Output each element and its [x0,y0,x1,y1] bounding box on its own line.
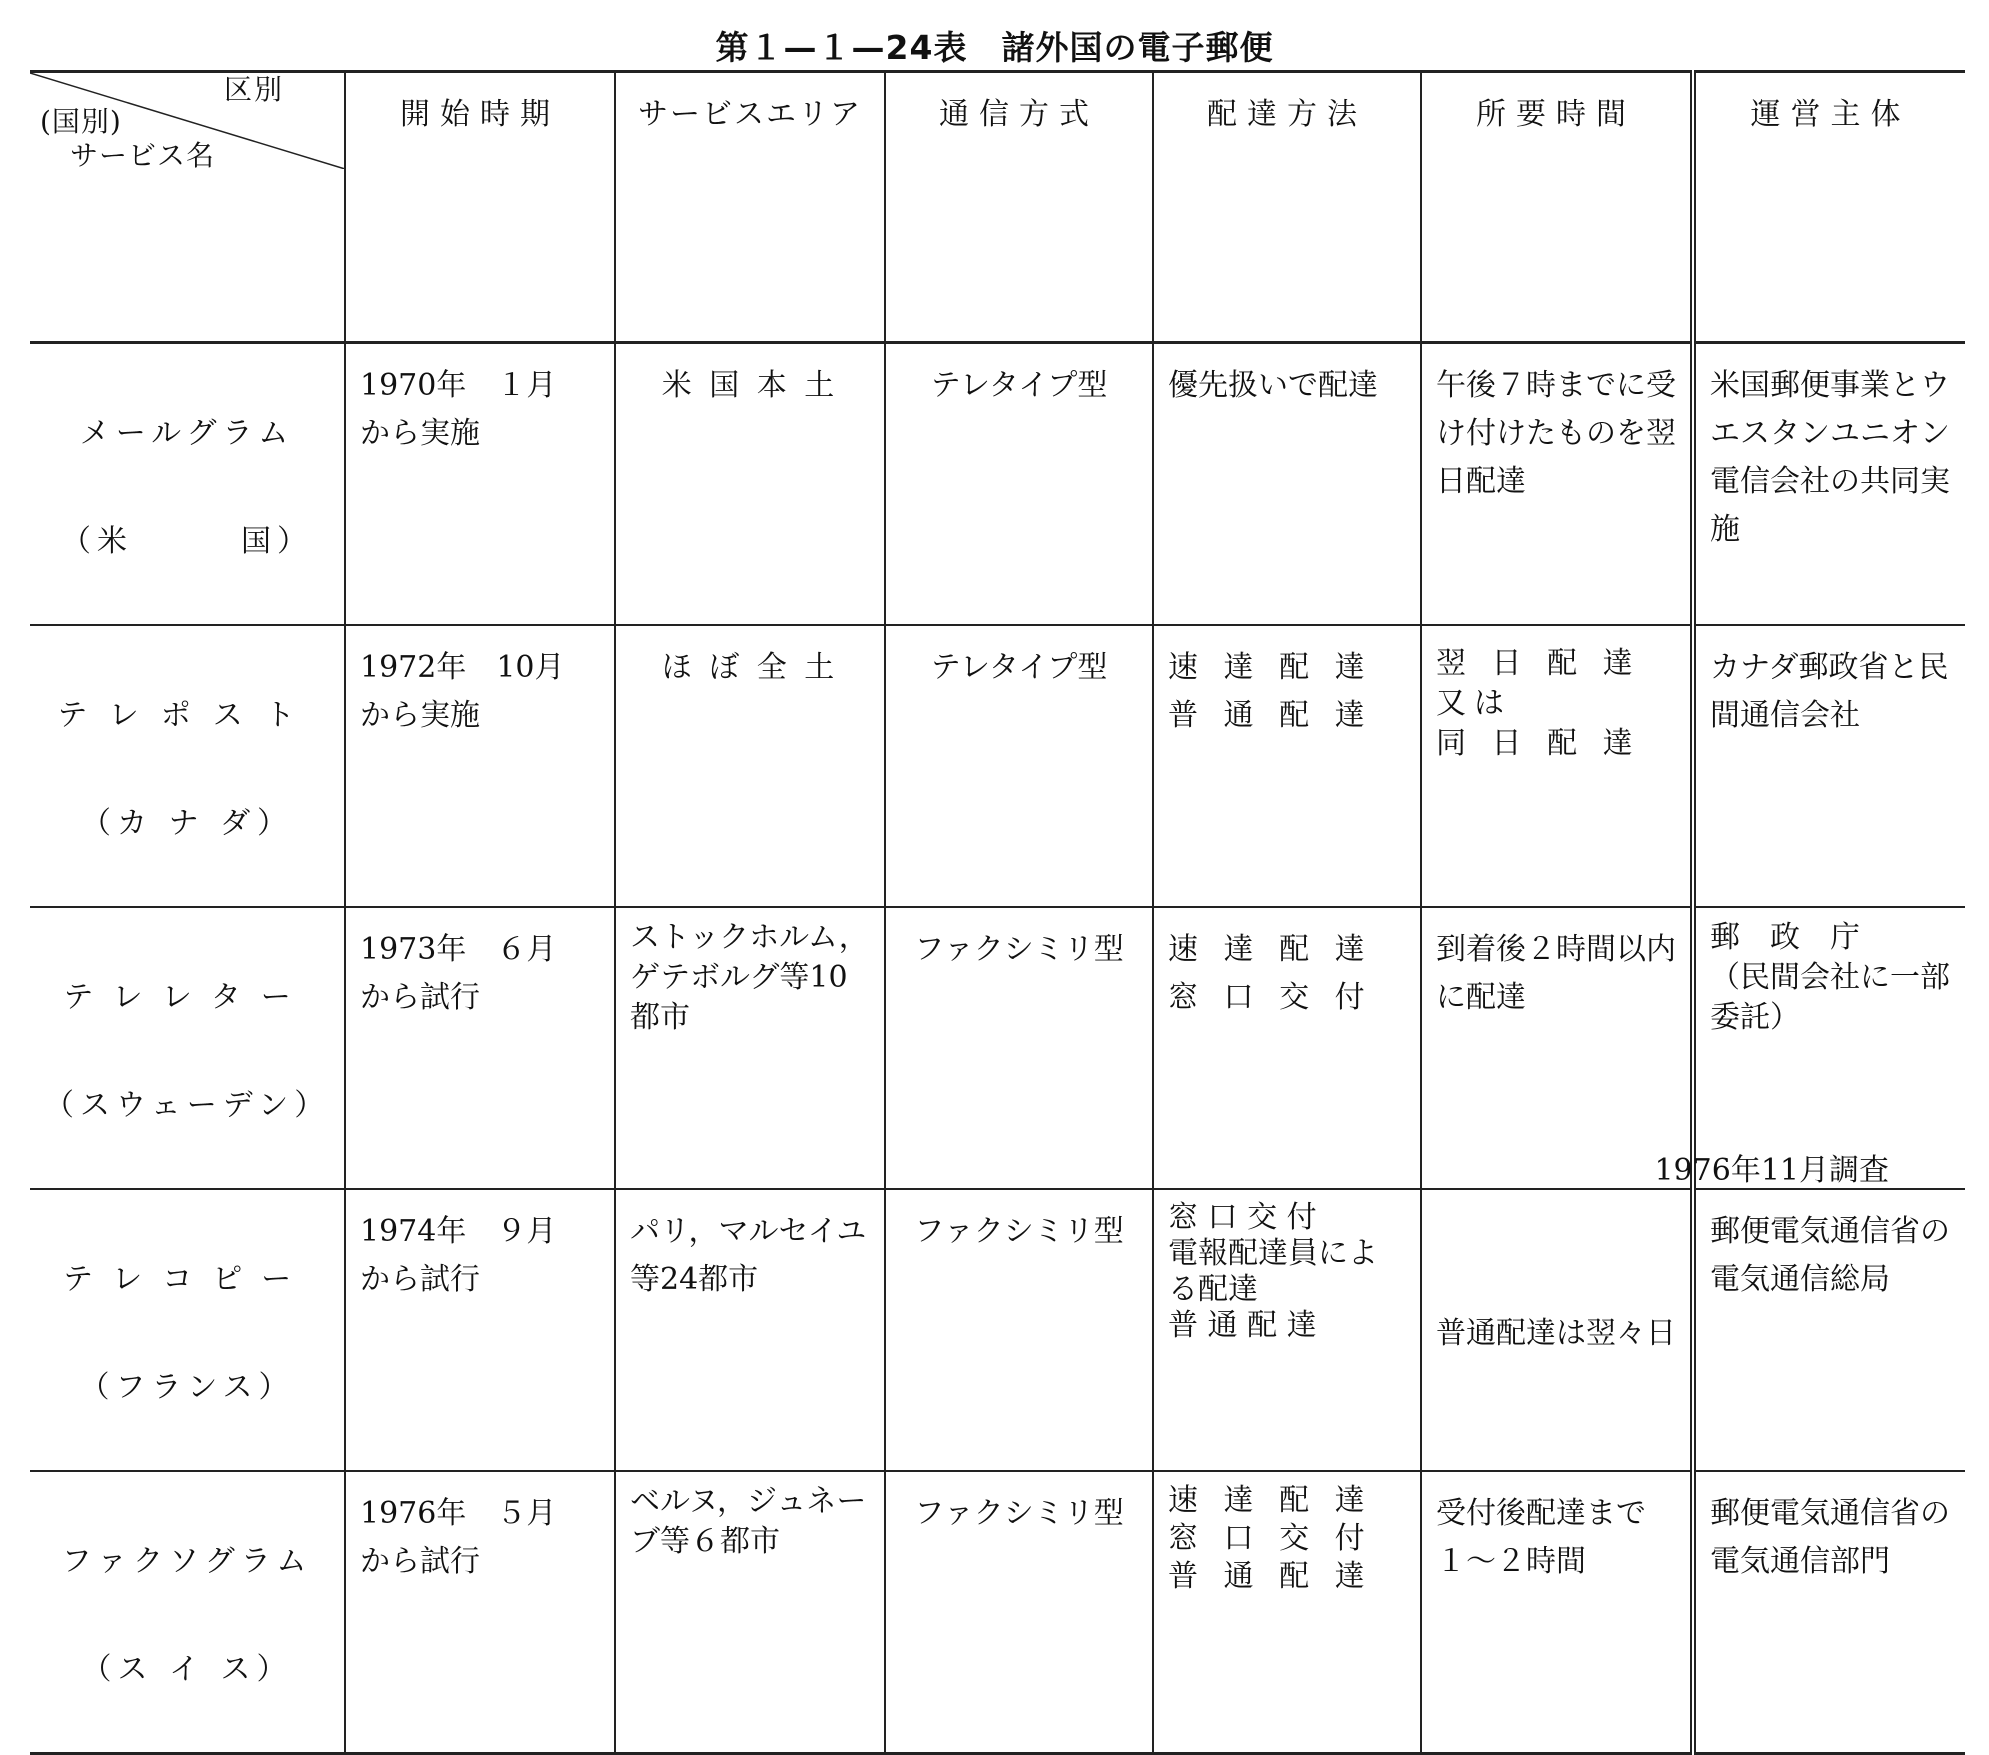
delivery-cell: 速 達 配 達 窓 口 交 付 [1153,907,1421,1189]
corner-header-cell [30,72,345,343]
survey-date-note: 1976年11月調査 [1654,1153,1889,1188]
method-cell: ファクシミリ型 [885,1189,1153,1471]
header-row [30,72,1965,343]
column-header-area: サービスエリア [615,72,885,343]
electronic-mail-table [30,70,1965,1755]
service-name: メールグラム [79,416,295,451]
delivery-cell: 優先扱いで配達 [1153,343,1421,626]
area-cell: ほ ぼ 全 土 [615,625,885,907]
corner-label-country: (国別) [40,105,122,138]
service-country: （フランス） [79,1370,295,1405]
time-cell: 普通配達は翌々日 [1421,1189,1693,1471]
operator-cell: 郵 政 庁 （民間会社に一部委託） [1693,907,1965,1189]
delivery-cell: 窓 口 交 付 電報配達員による配達 普 通 配 達 [1153,1189,1421,1471]
time-cell: 到着後２時間以内に配達 [1421,907,1693,1189]
start-cell: 1972年 10月 から実施 [345,625,615,907]
service-cell [30,343,345,626]
operator-cell: 郵便電気通信省の電気通信総局 [1693,1189,1965,1471]
time-cell: 受付後配達まで １～２時間 [1421,1471,1693,1754]
service-country: （カ ナ ダ） [81,806,293,841]
method-cell: ファクシミリ型 [885,907,1153,1189]
column-header-delivery: 配達方法 [1153,72,1421,343]
service-name: テレポスト [57,698,317,733]
start-cell: 1974年 ９月 から試行 [345,1189,615,1471]
area-cell: ストックホルム，ゲテボルグ等10都市 [615,907,885,1189]
area-cell: パリ，マルセイユ等24都市 [615,1189,885,1471]
service-country: （スウェーデン） [44,1088,331,1123]
service-country: （米 国） [61,524,313,559]
area-cell: 米 国 本 土 [615,343,885,626]
service-cell [30,625,345,907]
corner-label-category: 区別 [223,73,284,106]
corner-label-service: サービス名 [70,139,216,172]
column-header-operator: 運営主体 [1693,72,1965,343]
table-row [30,1189,1965,1471]
method-cell: ファクシミリ型 [885,1471,1153,1754]
table-row [30,1471,1965,1754]
service-name: テレレター [63,980,311,1015]
start-cell: 1973年 ６月 から試行 [345,907,615,1189]
method-cell: テレタイプ型 [885,625,1153,907]
delivery-cell: 速 達 配 達 窓 口 交 付 普 通 配 達 [1153,1471,1421,1754]
time-cell: 午後７時までに受け付けたものを翌日配達 [1421,343,1693,626]
start-cell: 1970年 １月 から実施 [345,343,615,626]
service-cell [30,1189,345,1471]
method-cell: テレタイプ型 [885,343,1153,626]
operator-cell: カナダ郵政省と民間通信会社 [1693,625,1965,907]
table-row [30,343,1965,626]
operator-cell: 郵便電気通信省の電気通信部門 [1693,1471,1965,1754]
service-country: （ス イ ス） [81,1652,293,1687]
area-cell: ベルヌ，ジュネーブ等６都市 [615,1471,885,1754]
service-cell [30,907,345,1189]
service-name: ファクソグラム [61,1544,313,1579]
service-name: テレコピー [62,1262,312,1297]
delivery-cell: 速 達 配 達 普 通 配 達 [1153,625,1421,907]
column-header-method: 通信方式 [885,72,1153,343]
operator-cell: 米国郵便事業とウエスタンユニオン電信会社の共同実施 [1693,343,1965,626]
column-header-start: 開始時期 [345,72,615,343]
column-header-time: 所要時間 [1421,72,1693,343]
time-cell: 翌 日 配 達 又は 同 日 配 達 [1421,625,1693,907]
start-cell: 1976年 ５月 から試行 [345,1471,615,1754]
table-title: 第１—１—24表 諸外国の電子郵便 [715,28,1274,67]
service-cell [30,1471,345,1754]
table-row [30,625,1965,907]
